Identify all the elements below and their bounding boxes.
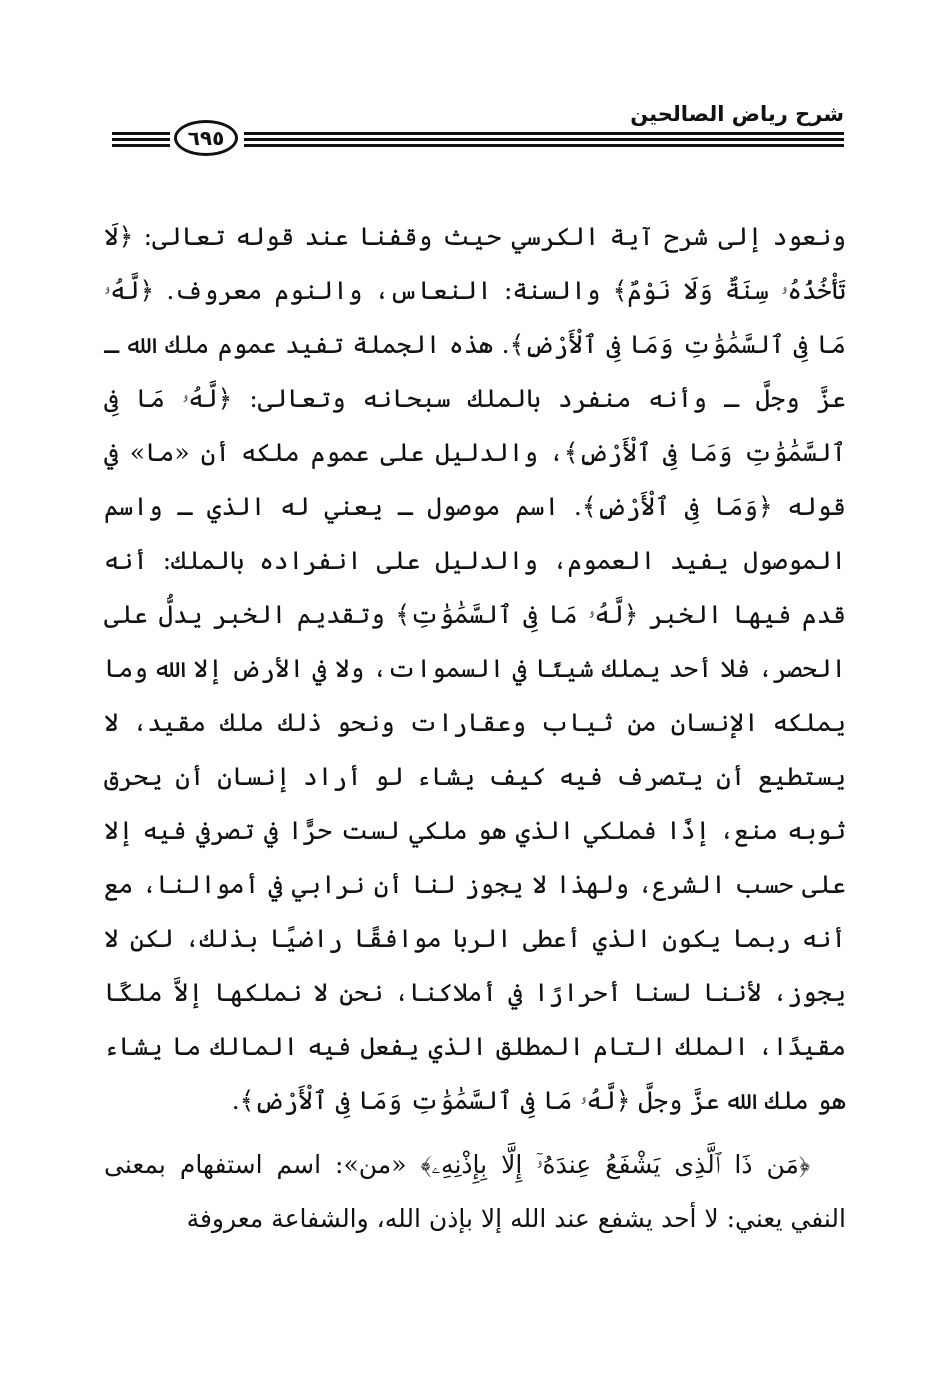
header-rule	[112, 144, 170, 147]
paragraph-shafaah	[104, 1138, 846, 1246]
page-header	[112, 96, 844, 158]
running-title: شرح رياض الصالحين	[630, 102, 844, 126]
header-rule	[244, 138, 844, 141]
header-rule	[112, 138, 170, 141]
paragraph-text: ﴿مَن ذَا ٱلَّذِى يَشْفَعُ عِندَهُۥٓ إِلَّا بِإِذْنِهِۦ﴾ «من»: اسم استفهام بمعنى النفي يعني: لا أحد يشفع عند الله إلا بإذن الله، والشفاعة معروفة	[104, 1150, 846, 1233]
header-rule	[244, 144, 844, 147]
page-number: ٦٩٥	[174, 120, 238, 156]
header-rule	[112, 132, 170, 135]
header-rule	[244, 132, 844, 135]
paragraph-ayat-al-kursi: ونعود إلى شرح آية الكرسي حيث وقفنا عند قوله تعالى: ﴿لَا تَأْخُذُهُۥ سِنَةٌ وَلَا نَوْمٌ﴾ والسنة: النعاس، والنوم معروف. ﴿لَّهُۥ مَا فِى ٱلسَّمَٰوَٰتِ وَمَا فِى ٱلْأَرْضِ﴾. هذه الجملة تفيد عموم ملك الله ـ عزَّ وجلَّ ـ وأنه منفرد بالملك سبحانه وتعالى: ﴿لَّهُۥ مَا فِى ٱلسَّمَٰوَٰتِ وَمَا فِى ٱلْأَرْضِ﴾، والدليل على عموم ملكه أن «ما» في قوله ﴿وَمَا فِى ٱلْأَرْضِ﴾. اسم موصول ـ يعني له الذي ـ واسم الموصول يفيد العموم، والدليل على انفراده بالملك: أنه قدم فيها الخبر ﴿لَّهُۥ مَا فِى ٱلسَّمَٰوَٰتِ﴾ وتقديم الخبر يدلُّ على الحصر، فلا أحد يملك شيئًا في السموات، ولا في الأرض إلا الله وما يملكه الإنسان من ثياب وعقارات ونحو ذلك ملك مقيد، لا يستطيع أن يتصرف فيه كيف يشاء لو أراد إنسان أن يحرق ثوبه منع، إذًا فملكي الذي هو ملكي لست حرًّا في تصرفي فيه إلا على حسب الشرع، ولهذا لا يجوز لنا أن نرابي في أموالنا، مع أنه ربما يكون الذي أعطى الربا موافقًا راضيًا بذلك، لكن لا يجوز، لأننا لسنا أحرارًا في أملاكنا، نحن لا نملكها إلاَّ ملكًا مقيدًا، الملك التام المطلق الذي يفعل فيه المالك ما يشاء هو ملك الله عزَّ وجلَّ ﴿لَّهُۥ مَا فِى ٱلسَّمَٰوَٰتِ وَمَا فِى ٱلْأَرْضِ﴾.	[104, 222, 847, 1115]
